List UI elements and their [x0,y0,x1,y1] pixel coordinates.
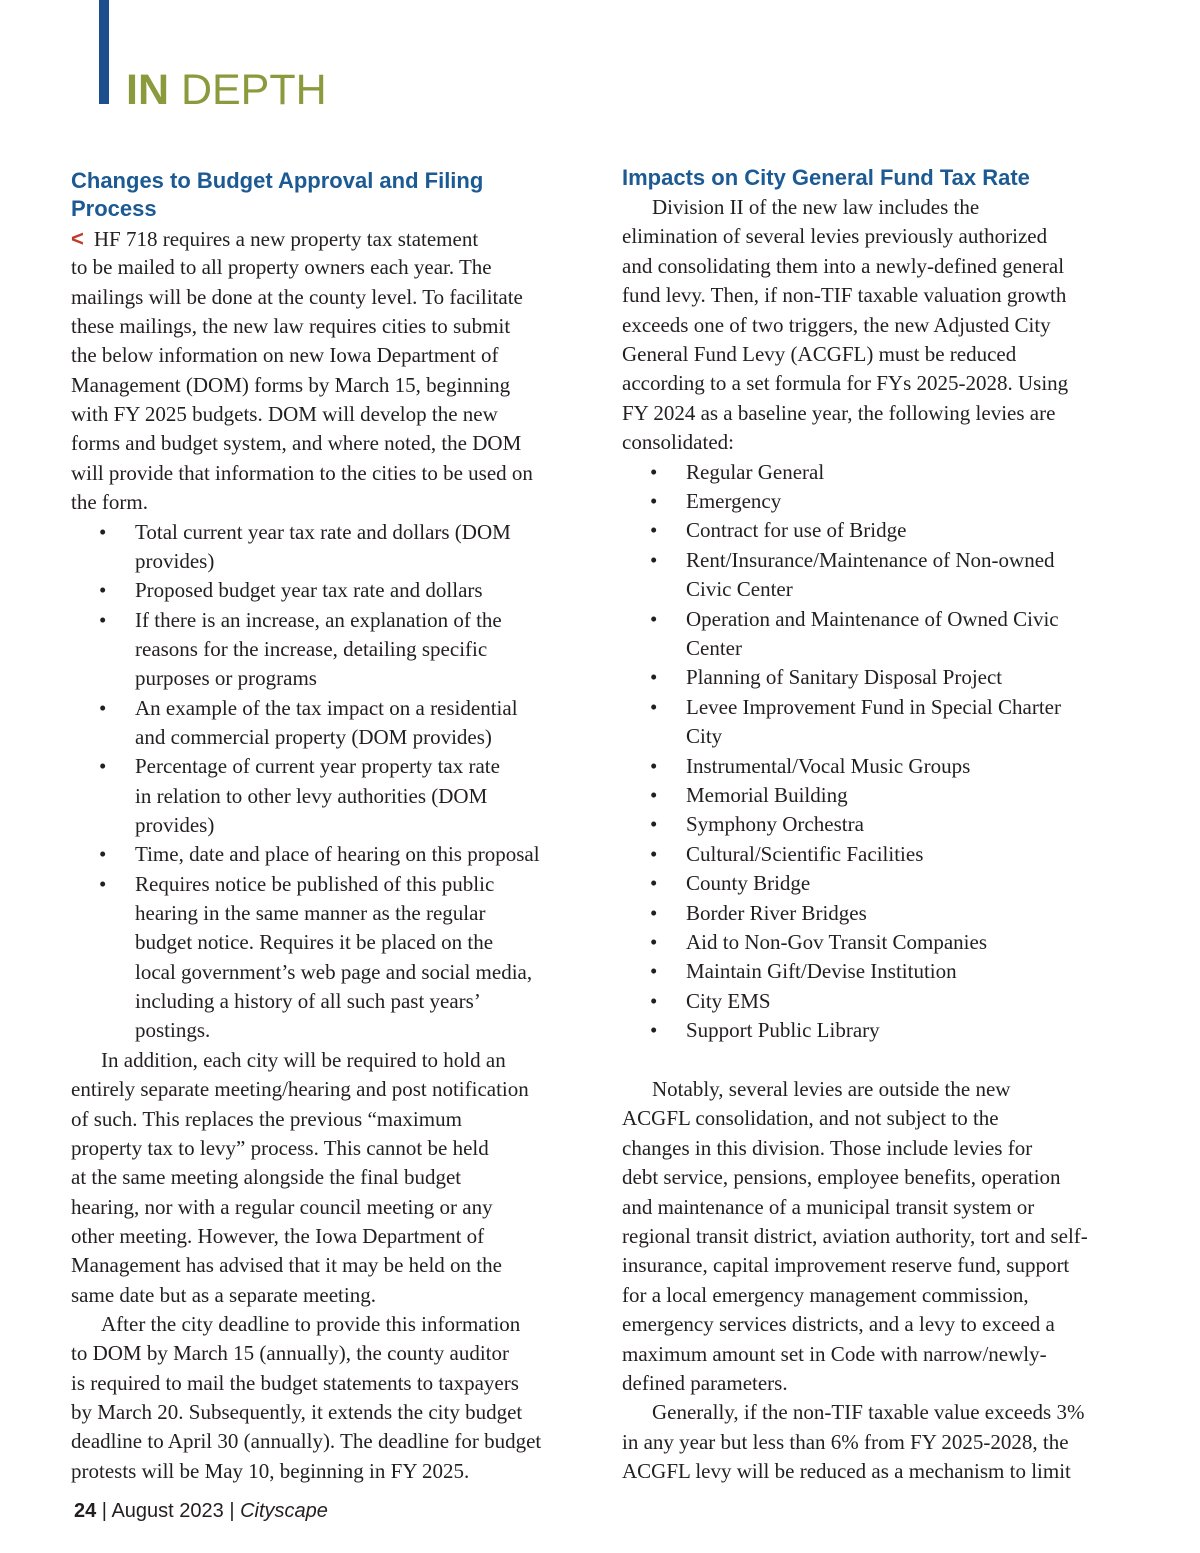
paragraph-text: Management (DOM) forms by March 15, beginning [71,372,511,397]
list-item: Symphony Orchestra [686,812,864,837]
paragraph-line: and consolidating them into a newly-defined general [622,253,1065,278]
bullet-dot: • [650,1018,658,1043]
paragraph-line [71,341,498,370]
list-item: Emergency [686,489,782,513]
page-footer [74,1497,328,1525]
list-item: Percentage of current year property tax rate [135,754,500,779]
paragraph-line: Management has advised that it may be held on the [71,1253,502,1278]
paragraph-line: Generally, if the non-TIF taxable value exceeds 3% [652,1400,1085,1425]
section-heading: Changes to Budget Approval and Filing [71,168,484,193]
paragraph-line: debt service, pensions, employee benefits, operation [622,1165,1061,1190]
bullet-dot: • [650,489,658,513]
paragraph-line [71,371,510,400]
paragraph-line: and maintenance of a municipal transit system or [622,1194,1035,1219]
paragraph-line [71,459,533,488]
list-item: Proposed budget year tax rate and dollars [135,578,483,603]
list-item: Border River Bridges [686,900,867,925]
paragraph-text: HF 718 requires a new property tax statement [93,227,479,251]
paragraph-line: ACGFL consolidation, and not subject to the [622,1106,999,1131]
bullet-dot: • [650,518,658,543]
paragraph-line [71,429,521,458]
paragraph-line: ACGFL levy will be reduced as a mechanism to limit [622,1459,1071,1484]
issue-date: August 2023 [111,1500,224,1522]
bullet-dot: • [650,871,658,896]
bullet-dot: • [99,842,107,867]
paragraph-line: defined parameters. [622,1371,788,1395]
bullet-dot: • [99,607,107,632]
list-item: Cultural/Scientific Facilities [686,841,924,866]
bullet-dot: • [650,606,658,631]
paragraph-line: protests will be May 10, beginning in FY 2025. [71,1458,470,1483]
paragraph-line: property tax to levy” process. This cannot be held [71,1135,489,1160]
paragraph-text: these mailings, the new law requires cities to submit [71,314,511,339]
paragraph-line: maximum amount set in Code with narrow/newly- [622,1341,1047,1366]
list-item: provides) [135,813,215,837]
paragraph-line [71,488,148,517]
bullet-dot: • [99,578,107,603]
paragraph-line: at the same meeting alongside the final budget [71,1165,462,1190]
list-item: budget notice. Requires it be placed on the [135,930,494,955]
magazine-name: Cityscape [240,1500,328,1522]
bullet-dot: • [650,988,658,1013]
list-item: Support Public Library [686,1018,880,1043]
list-item: Operation and Maintenance of Owned Civic [686,606,1059,631]
section-title [126,64,327,116]
paragraph-line: of such. This replaces the previous “maximum [71,1106,462,1131]
bullet-dot: • [650,783,658,807]
bullet-dot: • [650,900,658,925]
paragraph-line: In addition, each city will be required to hold an [101,1047,506,1072]
bullet-dot: • [650,665,658,690]
paragraph-line [71,224,478,254]
list-item: hearing in the same manner as the regular [135,901,486,926]
paragraph-line: entirely separate meeting/hearing and post notification [71,1077,529,1102]
bullet-dot: • [650,753,658,778]
list-item: purposes or programs [135,666,317,691]
paragraph-line: same date but as a separate meeting. [71,1282,376,1307]
bullet-dot: • [99,695,107,720]
bullet-dot: • [99,871,107,896]
list-item: Time, date and place of hearing on this proposal [135,842,540,867]
header-accent-bar [99,0,109,104]
list-item: Memorial Building [686,783,848,807]
paragraph-line: insurance, capital improvement reserve fund, support [622,1253,1070,1278]
paragraph-line: in any year but less than 6% from FY 2025-2028, the [622,1429,1069,1454]
paragraph-line: After the city deadline to provide this information [101,1311,521,1336]
footer-separator: | [96,1500,112,1522]
bullet-dot: • [650,459,658,484]
paragraph-line: other meeting. However, the Iowa Department of [71,1223,485,1248]
paragraph-text: with FY 2025 budgets. DOM will develop the new [71,402,498,427]
bullet-dot: • [99,519,107,544]
paragraph-line: deadline to April 30 (annually). The deadline for budget [71,1429,542,1454]
bullet-dot: • [650,812,658,837]
bullet-dot: • [650,930,658,954]
section-title-rest: DEPTH [180,66,327,114]
bullet-dot: • [99,754,107,779]
list-item: Maintain Gift/Devise Institution [686,959,957,984]
list-item: Aid to Non-Gov Transit Companies [686,930,988,954]
list-item: Instrumental/Vocal Music Groups [686,753,971,778]
paragraph-line: exceeds one of two triggers, the new Adjusted City [622,312,1051,337]
list-item: Rent/Insurance/Maintenance of Non-owned [686,547,1055,572]
list-item: postings. [135,1018,211,1043]
list-item: Center [686,636,742,660]
list-item: Levee Improvement Fund in Special Charter [686,694,1061,719]
list-item: Total current year tax rate and dollars (DOM [135,519,511,544]
paragraph-line: Notably, several levies are outside the new [652,1077,1011,1101]
list-item: If there is an increase, an explanation of the [135,607,502,632]
list-item: Civic Center [686,577,793,602]
paragraph-line: changes in this division. Those include levies for [622,1135,1033,1160]
list-item: including a history of all such past years’ [135,989,481,1014]
paragraph-line [71,312,510,341]
chevron-left-icon: < [71,226,84,251]
paragraph-text: the below information on new Iowa Department of [71,343,499,368]
section-heading: Process [71,196,157,221]
list-item: Contract for use of Bridge [686,518,907,543]
paragraph-line [71,253,492,282]
bullet-dot: • [650,547,658,572]
paragraph-line: is required to mail the budget statements to taxpayers [71,1370,519,1395]
list-item: City [686,724,723,749]
list-item: local government’s web page and social media, [135,959,533,984]
paragraph-text: forms and budget system, and where noted, the DOM [71,431,522,456]
paragraph-line: for a local emergency management commission, [622,1282,1029,1307]
paragraph-line: to DOM by March 15 (annually), the county auditor [71,1341,509,1366]
list-item: Regular General [686,459,825,484]
bullet-dot: • [650,959,658,984]
list-item: reasons for the increase, detailing specific [135,636,488,661]
page-number: 24 [74,1500,97,1522]
paragraph-text: will provide that information to the cities to be used on [71,460,533,485]
paragraph-line: fund levy. Then, if non-TIF taxable valuation growth [622,283,1067,308]
list-item: County Bridge [686,871,811,896]
paragraph-text: mailings will be done at the county level. To facilitate [71,284,523,309]
section-heading: Impacts on City General Fund Tax Rate [622,165,1030,190]
paragraph-line: FY 2024 as a baseline year, the following levies are [622,400,1056,425]
paragraph-line: hearing, nor with a regular council meeting or any [71,1194,493,1219]
paragraph-text: the form. [71,490,148,515]
paragraph-line [71,400,498,429]
paragraph-line [71,283,523,312]
section-title-bold: IN [126,66,169,114]
paragraph-text: to be mailed to all property owners each year. The [71,255,492,280]
list-item: An example of the tax impact on a residential [135,695,518,720]
paragraph-line: elimination of several levies previously authorized [622,224,1048,249]
bullet-dot: • [650,841,658,866]
list-item: provides) [135,548,215,573]
paragraph-line: emergency services districts, and a levy to exceed a [622,1312,1055,1337]
paragraph-line: General Fund Levy (ACGFL) must be reduced [622,342,1017,366]
paragraph-line: consolidated: [622,430,734,455]
list-item: in relation to other levy authorities (DOM [135,783,488,808]
paragraph-line: according to a set formula for FYs 2025-2028. Using [622,371,1069,396]
list-item: and commercial property (DOM provides) [135,724,492,749]
paragraph-line: by March 20. Subsequently, it extends the city budget [71,1400,523,1424]
list-item: City EMS [686,988,771,1013]
paragraph-line: Division II of the new law includes the [652,195,980,219]
list-item: Planning of Sanitary Disposal Project [686,665,1003,690]
bullet-dot: • [650,694,658,719]
list-item: Requires notice be published of this public [135,871,495,896]
footer-separator: | [223,1500,241,1522]
paragraph-line: regional transit district, aviation authority, tort and self- [622,1224,1088,1248]
